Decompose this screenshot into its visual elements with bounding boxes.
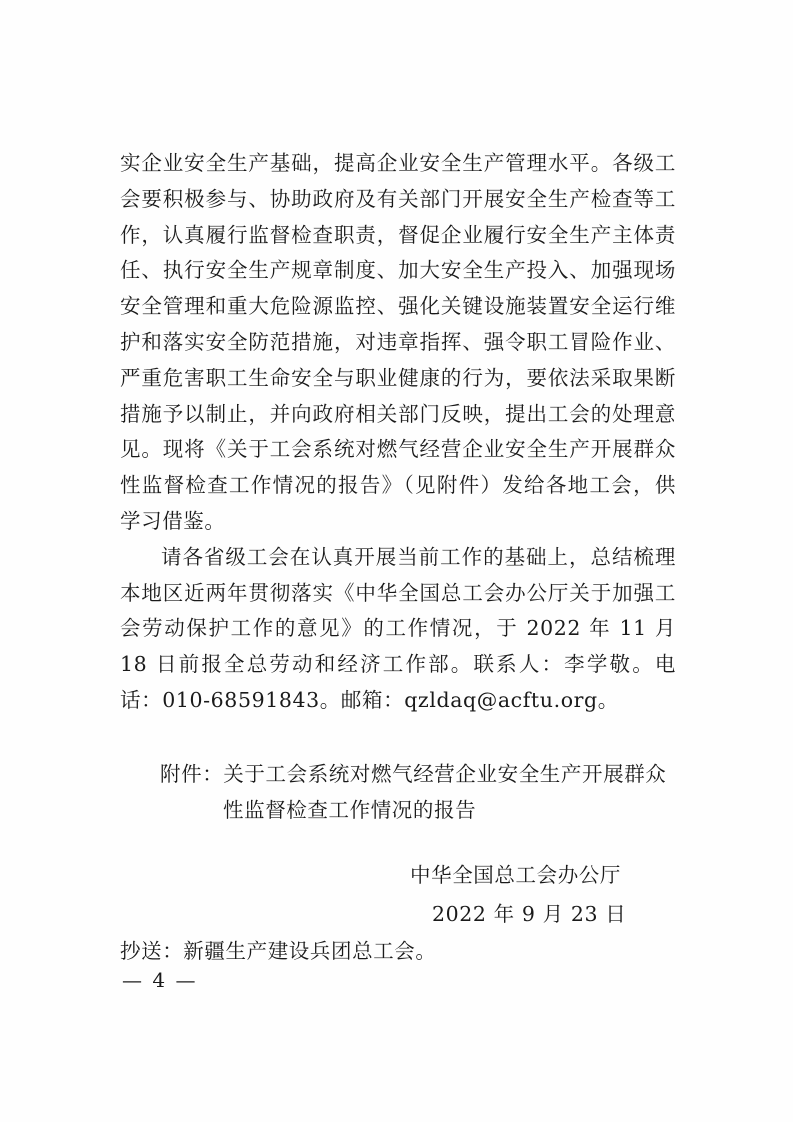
issue-date: 2022 年 9 月 23 日 [432, 902, 627, 926]
body-text [120, 146, 676, 719]
issuer-signature: 中华全国总工会办公厅 [410, 863, 621, 887]
cc-line: 抄送：新疆生产建设兵团总工会。 [120, 939, 437, 963]
paragraph-1: 实企业安全生产基础，提高企业安全生产管理水平。各级工会要积极参与、协助政府及有关部门开展安全生产检查等工作，认真履行监督检查职责，督促企业履行安全生产主体责任、执行安全生产规章制度、加大安全生产投入、加强现场安全管理和重大危险源监控、强化关键设施装置安全运行维护和落实安全防范措施，对违章指挥、强令职工冒险作业、严重危害职工生命安全与职业健康的行为，要依法采取果断措施予以制止，并向政府相关部门反映，提出工会的处理意见。现将《关于工会系统对燃气经营企业安全生产开展群众性监督检查工作情况的报告》（见附件）发给各地工会，供学习借鉴。 [120, 151, 676, 533]
paragraph-2: 请各省级工会在认真开展当前工作的基础上，总结梳理本地区近两年贯彻落实《中华全国总工会办公厅关于加强工会劳动保护工作的意见》的工作情况，于 2022 年 11 月 18 日前报全总劳动和经济工作部。联系人：李学敬。电话：010-68591843。邮箱：qzldaq@acftu.org。 [120, 544, 676, 712]
attachment-note [160, 757, 690, 829]
attachment-line-1: 附件：关于工会系统对燃气经营企业安全生产开展群众 [160, 762, 667, 786]
attachment-line-2: 性监督检查工作情况的报告 [223, 797, 477, 822]
page-number: — 4 — [122, 968, 198, 992]
